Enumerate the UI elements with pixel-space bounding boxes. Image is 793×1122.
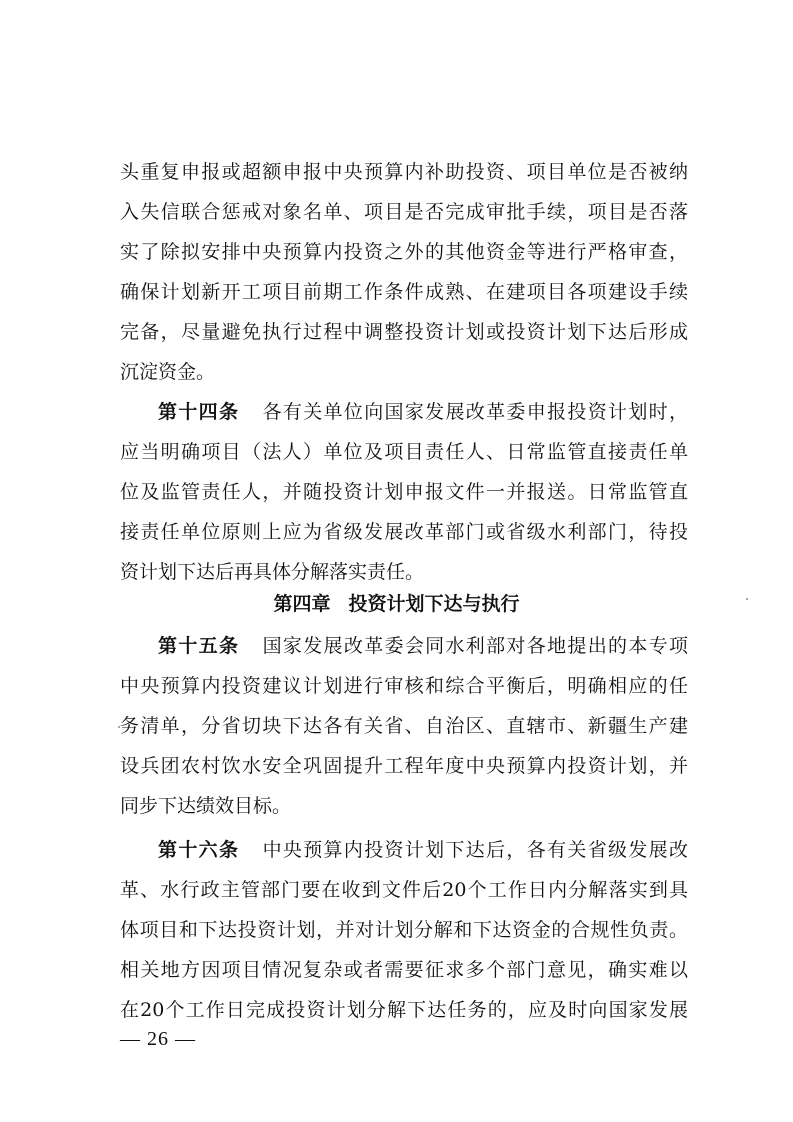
chapter-title: 投资计划下达与执行 [348, 593, 520, 615]
article-15-first-line [158, 626, 688, 666]
article-16-title: 第十六条 [158, 839, 240, 861]
text-line: 革、水行政主管部门要在收到文件后20个工作日内分解落实到具 [120, 879, 688, 901]
text-line: 相关地方因项目情况复杂或者需要征求多个部门意见，确实难以 [120, 959, 688, 981]
text-line: 同步下达绩效目标。 [120, 795, 292, 817]
article-14-text: 各有关单位向国家发展改革委申报投资计划时， [261, 401, 688, 423]
text-line: 头重复申报或超额申报中央预算内补助投资、项目单位是否被纳 [120, 161, 688, 183]
scan-speck [118, 726, 120, 728]
text-line: 在20个工作日完成投资计划分解下达任务的，应及时向国家发展 [120, 999, 688, 1021]
article-16-first-line [158, 830, 688, 870]
text-line: 体项目和下达投资计划，并对计划分解和下达资金的合规性负责。 [120, 919, 688, 941]
page-number: — 26 — [120, 1028, 196, 1050]
text-line: 务清单，分省切块下达各有关省、自治区、直辖市、新疆生产建 [120, 715, 688, 737]
article-14-first-line [158, 392, 688, 432]
text-line: 沉淀资金。 [120, 361, 216, 383]
text-line: 位及监管责任人，并随投资计划申报文件一并报送。日常监管直 [120, 481, 688, 503]
text-line: 应当明确项目（法人）单位及项目责任人、日常监管直接责任单 [120, 441, 688, 463]
text-line: 入失信联合惩戒对象名单、项目是否完成审批手续，项目是否落 [120, 201, 688, 223]
article-15-title: 第十五条 [158, 635, 240, 657]
text-line: 设兵团农村饮水安全巩固提升工程年度中央预算内投资计划，并 [120, 755, 688, 777]
text-line: 实了除拟安排中央预算内投资之外的其他资金等进行严格审查， [120, 241, 688, 263]
text-line: 中央预算内投资建议计划进行审核和综合平衡后，明确相应的任 [120, 675, 688, 697]
text-line: 完备，尽量避免执行过程中调整投资计划或投资计划下达后形成 [120, 321, 688, 343]
text-line: 资计划下达后再具体分解落实责任。 [120, 561, 425, 583]
text-line: 接责任单位原则上应为省级发展改革部门或省级水利部门，待投 [120, 521, 688, 543]
article-15-text: 国家发展改革委会同水利部对各地提出的本专项 [261, 635, 688, 657]
text-line: 确保计划新开工项目前期工作条件成熟、在建项目各项建设手续 [120, 281, 688, 303]
article-16-text: 中央预算内投资计划下达后，各有关省级发展改 [261, 839, 688, 861]
article-14-title: 第十四条 [158, 401, 240, 423]
chapter-heading [0, 584, 793, 624]
chapter-number: 第四章 [273, 593, 331, 615]
scan-speck [746, 598, 748, 600]
